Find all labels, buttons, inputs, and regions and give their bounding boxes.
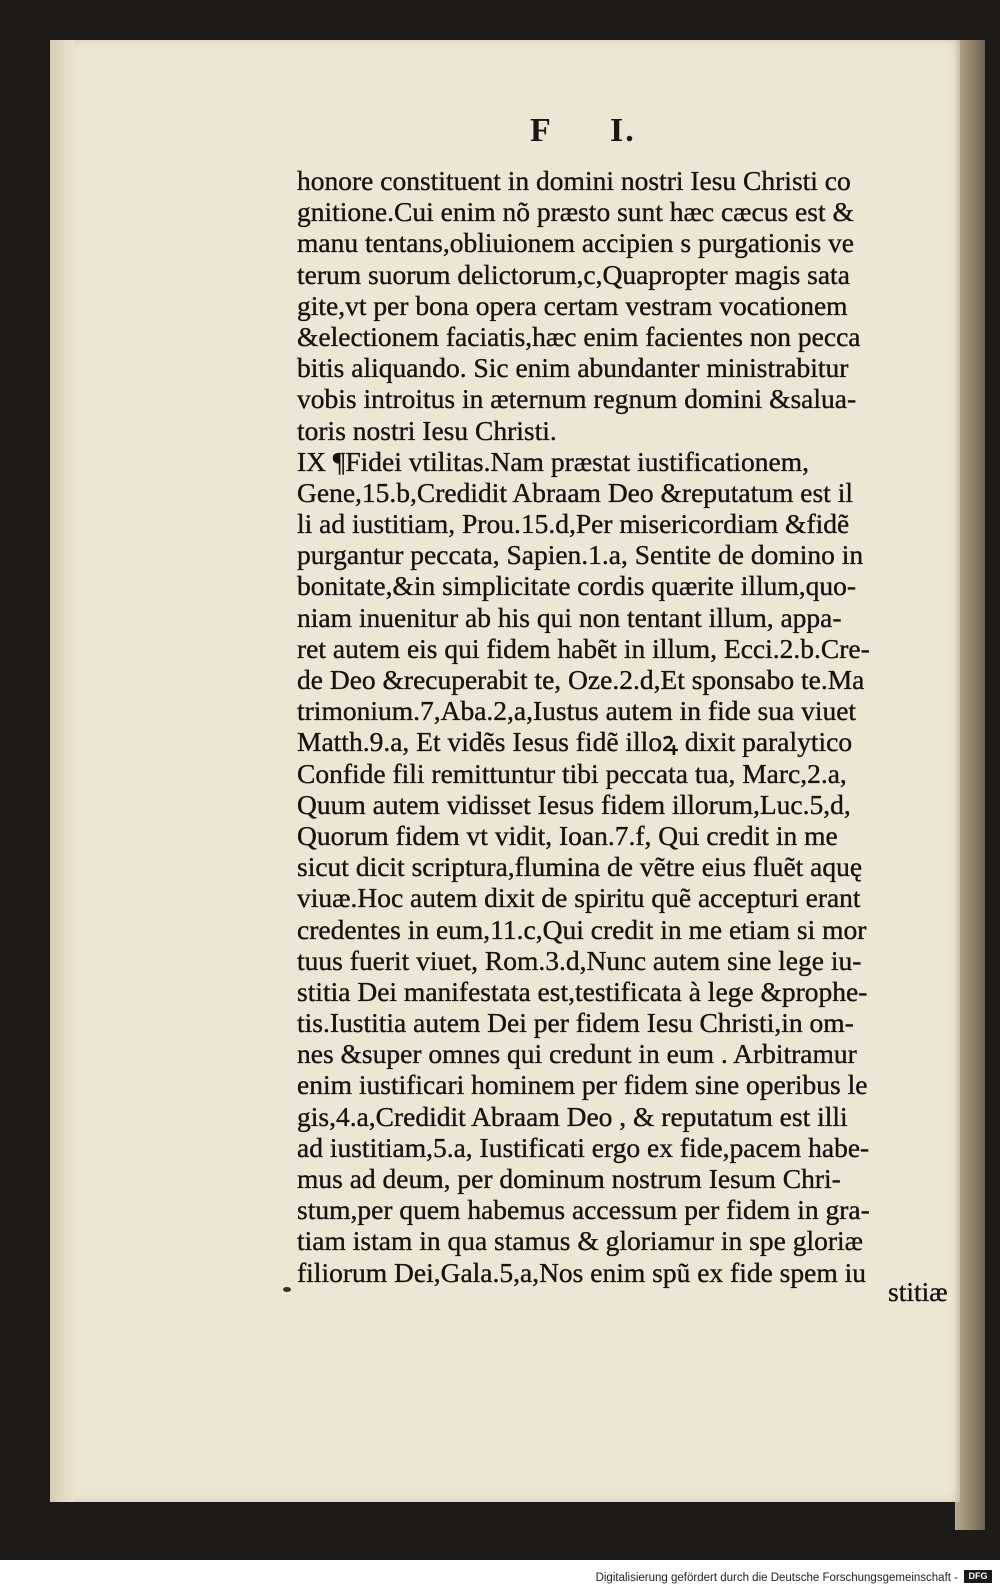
text-line: vobis introitus in æternum regnum domini &salua- [297,383,857,415]
text-line: enim iustificari hominem per fidem sine operibus le [297,1069,868,1101]
text-line: sicut dicit scriptura,flumina de vẽtre eius fluẽt aquę [297,851,863,883]
text-line: de Deo &recuperabit te, Oze.2.d,Et sponsabo te.Ma [297,664,865,695]
text-line: stum,per quem habemus accessum per fidem in gra- [297,1194,870,1226]
text-line: purgantur peccata, Sapien.1.a, Sentite de domino in [297,539,864,571]
text-line: bonitate,&in simplicitate cordis quærite illum,quo- [297,570,857,602]
text-line: credentes in eum,11.c,Qui credit in me etiam si mor [297,913,867,945]
text-line: gis,4.a,Credidit Abraam Deo , & reputatum est illi [297,1100,848,1132]
text-line: toris nostri Iesu Christi. [297,414,557,446]
text-line: manu tentans,obliuionem accipien s purgationis ve [297,227,855,259]
text-line: tiam istam in qua stamus & gloriamur in spe gloriæ [297,1225,863,1257]
text-line: li ad iustitiam, Prou.15.d,Per misericordiam &fidẽ [297,508,850,540]
signature-letter: F [530,112,553,149]
text-line: tuus fuerit viuet, Rom.3.d,Nunc autem sine lege iu- [297,944,862,976]
text-line: terum suorum delictorum,c,Quapropter magis sata [297,258,850,290]
text-line: mus ad deum, per dominum nostrum Iesum Chri- [297,1163,841,1194]
text-line: Quorum fidem vt vidit, Ioan.7.f, Qui credit in me [297,819,838,851]
text-line: Gene,15.b,Credidit Abraam Deo &reputatum est il [297,476,853,508]
text-line: ret autem eis qui fidem habẽt in illum, Ecci.2.b.Cre- [297,632,870,664]
text-line: tis.Iustitia autem Dei per fidem Iesu Christi,in om- [297,1007,854,1039]
page-gutter [50,40,74,1502]
text-line: filiorum Dei,Gala.5,a,Nos enim spũ ex fide spem iu [297,1256,866,1288]
text-line: &electionem faciatis,hæc enim facientes non pecca [297,320,861,352]
ink-speck [283,1287,291,1292]
text-line: stitia Dei manifestata est,testificata à lege &prophe- [297,975,868,1007]
text-line: nes &super omnes qui credunt in eum . Arbitramur [297,1038,857,1070]
text-line: gnitione.Cui enim nõ præsto sunt hæc cæcus est & [297,196,854,228]
text-line: gite,vt per bona opera certam vestram vocationem [297,289,848,321]
dfg-logo: DFG [964,1570,992,1583]
body-text [297,165,962,1288]
running-head [530,112,730,150]
text-line: ad iustitiam,5.a, Iustificati ergo ex fide,pacem habe- [297,1131,870,1163]
text-line: bitis aliquando. Sic enim abundanter ministrabitur [297,352,849,384]
text-line: niam inuenitur ab his qui non tentant illum, appa- [297,601,842,633]
text-line: viuæ.Hoc autem dixit de spiritu quẽ accepturi erant [297,882,861,914]
catchword: stitiæ [888,1276,948,1307]
text-line: Matth.9.a, Et vidẽs Iesus fidẽ illoꝝ dixit paralytico [297,726,853,758]
text-line: Confide fili remittuntur tibi peccata tua, Marc,2.a, [297,757,847,789]
text-line: Quum autem vidisset Iesus fidem illorum,Luc.5,d, [297,788,851,820]
text-line: trimonium.7,Aba.2,a,Iustus autem in fide sua viuet [297,695,857,727]
text-line: IX ¶Fidei vtilitas.Nam præstat iustificationem, [297,445,809,477]
text-line: honore constituent in domini nostri Iesu Christi co [297,165,851,196]
signature-numeral: I. [610,112,636,149]
digitization-credit: Digitalisierung gefördert durch die Deutsche Forschungsgemeinschaft - [595,1572,958,1584]
